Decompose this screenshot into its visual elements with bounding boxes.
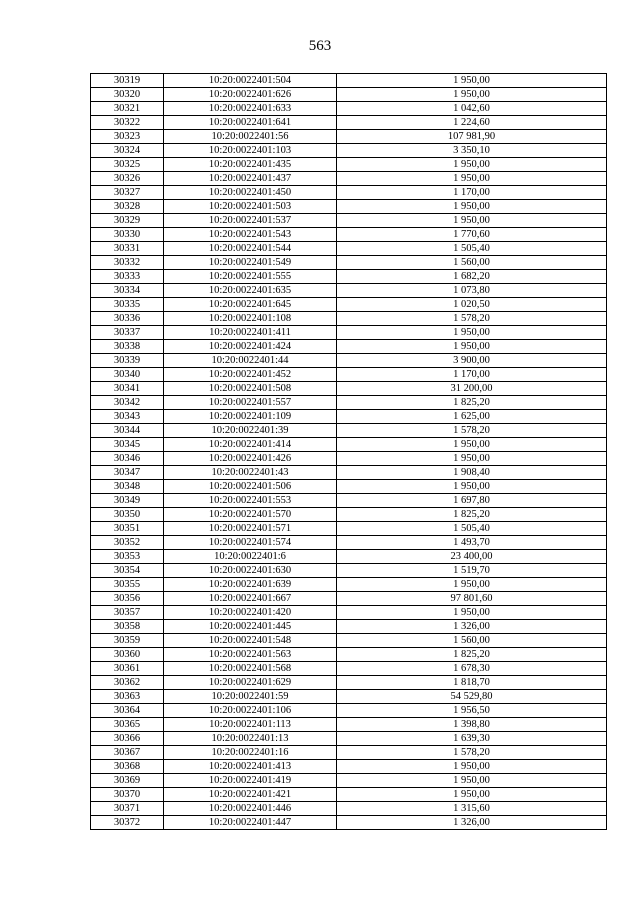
cadastral-number-cell: 10:20:0022401:506 bbox=[164, 480, 337, 494]
row-number-cell: 30355 bbox=[91, 578, 164, 592]
value-cell: 1 315,60 bbox=[337, 802, 607, 816]
row-number-cell: 30344 bbox=[91, 424, 164, 438]
cadastral-number-cell: 10:20:0022401:508 bbox=[164, 382, 337, 396]
row-number-cell: 30362 bbox=[91, 676, 164, 690]
value-cell: 1 505,40 bbox=[337, 522, 607, 536]
value-cell: 1 950,00 bbox=[337, 88, 607, 102]
cadastral-number-cell: 10:20:0022401:437 bbox=[164, 172, 337, 186]
value-cell: 1 560,00 bbox=[337, 256, 607, 270]
cadastral-number-cell: 10:20:0022401:447 bbox=[164, 816, 337, 830]
table-row bbox=[91, 774, 607, 788]
value-cell: 1 625,00 bbox=[337, 410, 607, 424]
table-row bbox=[91, 480, 607, 494]
cadastral-number-cell: 10:20:0022401:629 bbox=[164, 676, 337, 690]
table-row bbox=[91, 214, 607, 228]
value-cell: 1 950,00 bbox=[337, 158, 607, 172]
row-number-cell: 30329 bbox=[91, 214, 164, 228]
value-cell: 1 682,20 bbox=[337, 270, 607, 284]
table-row bbox=[91, 116, 607, 130]
table-row bbox=[91, 452, 607, 466]
table-row bbox=[91, 354, 607, 368]
row-number-cell: 30364 bbox=[91, 704, 164, 718]
value-cell: 1 578,20 bbox=[337, 312, 607, 326]
table-row bbox=[91, 396, 607, 410]
value-cell: 1 224,60 bbox=[337, 116, 607, 130]
table-row bbox=[91, 718, 607, 732]
cadastral-number-cell: 10:20:0022401:43 bbox=[164, 466, 337, 480]
value-cell: 1 956,50 bbox=[337, 704, 607, 718]
cadastral-number-cell: 10:20:0022401:555 bbox=[164, 270, 337, 284]
value-cell: 1 020,50 bbox=[337, 298, 607, 312]
value-cell: 1 950,00 bbox=[337, 326, 607, 340]
row-number-cell: 30322 bbox=[91, 116, 164, 130]
row-number-cell: 30330 bbox=[91, 228, 164, 242]
row-number-cell: 30358 bbox=[91, 620, 164, 634]
row-number-cell: 30334 bbox=[91, 284, 164, 298]
value-cell: 1 950,00 bbox=[337, 340, 607, 354]
row-number-cell: 30320 bbox=[91, 88, 164, 102]
table-row bbox=[91, 186, 607, 200]
cadastral-number-cell: 10:20:0022401:39 bbox=[164, 424, 337, 438]
table-row bbox=[91, 102, 607, 116]
value-cell: 1 170,00 bbox=[337, 368, 607, 382]
row-number-cell: 30319 bbox=[91, 74, 164, 88]
value-cell: 23 400,00 bbox=[337, 550, 607, 564]
cadastral-number-cell: 10:20:0022401:450 bbox=[164, 186, 337, 200]
cadastral-number-cell: 10:20:0022401:419 bbox=[164, 774, 337, 788]
cadastral-number-cell: 10:20:0022401:667 bbox=[164, 592, 337, 606]
row-number-cell: 30321 bbox=[91, 102, 164, 116]
row-number-cell: 30338 bbox=[91, 340, 164, 354]
row-number-cell: 30371 bbox=[91, 802, 164, 816]
value-cell: 1 950,00 bbox=[337, 774, 607, 788]
table-row bbox=[91, 228, 607, 242]
table-row bbox=[91, 564, 607, 578]
row-number-cell: 30361 bbox=[91, 662, 164, 676]
table-row bbox=[91, 144, 607, 158]
table-row bbox=[91, 592, 607, 606]
row-number-cell: 30368 bbox=[91, 760, 164, 774]
value-cell: 1 505,40 bbox=[337, 242, 607, 256]
table-row bbox=[91, 200, 607, 214]
table-row bbox=[91, 424, 607, 438]
row-number-cell: 30326 bbox=[91, 172, 164, 186]
row-number-cell: 30351 bbox=[91, 522, 164, 536]
value-cell: 1 950,00 bbox=[337, 200, 607, 214]
value-cell: 1 170,00 bbox=[337, 186, 607, 200]
cadastral-number-cell: 10:20:0022401:445 bbox=[164, 620, 337, 634]
row-number-cell: 30339 bbox=[91, 354, 164, 368]
cadastral-number-cell: 10:20:0022401:635 bbox=[164, 284, 337, 298]
table-row bbox=[91, 620, 607, 634]
value-cell: 1 398,80 bbox=[337, 718, 607, 732]
cadastral-number-cell: 10:20:0022401:553 bbox=[164, 494, 337, 508]
row-number-cell: 30340 bbox=[91, 368, 164, 382]
value-cell: 1 950,00 bbox=[337, 760, 607, 774]
table-row bbox=[91, 816, 607, 830]
cadastral-number-cell: 10:20:0022401:452 bbox=[164, 368, 337, 382]
value-cell: 1 908,40 bbox=[337, 466, 607, 480]
cadastral-number-cell: 10:20:0022401:16 bbox=[164, 746, 337, 760]
value-cell: 1 950,00 bbox=[337, 480, 607, 494]
cadastral-number-cell: 10:20:0022401:543 bbox=[164, 228, 337, 242]
value-cell: 1 326,00 bbox=[337, 620, 607, 634]
cadastral-number-cell: 10:20:0022401:421 bbox=[164, 788, 337, 802]
table-row bbox=[91, 746, 607, 760]
row-number-cell: 30327 bbox=[91, 186, 164, 200]
table-row bbox=[91, 704, 607, 718]
row-number-cell: 30353 bbox=[91, 550, 164, 564]
row-number-cell: 30360 bbox=[91, 648, 164, 662]
cadastral-number-cell: 10:20:0022401:563 bbox=[164, 648, 337, 662]
cadastral-number-cell: 10:20:0022401:424 bbox=[164, 340, 337, 354]
row-number-cell: 30331 bbox=[91, 242, 164, 256]
value-cell: 1 578,20 bbox=[337, 424, 607, 438]
cadastral-number-cell: 10:20:0022401:413 bbox=[164, 760, 337, 774]
value-cell: 1 493,70 bbox=[337, 536, 607, 550]
row-number-cell: 30342 bbox=[91, 396, 164, 410]
table-row bbox=[91, 74, 607, 88]
cadastral-number-cell: 10:20:0022401:435 bbox=[164, 158, 337, 172]
table-row bbox=[91, 802, 607, 816]
table-row bbox=[91, 634, 607, 648]
table-row bbox=[91, 690, 607, 704]
cadastral-number-cell: 10:20:0022401:549 bbox=[164, 256, 337, 270]
cadastral-number-cell: 10:20:0022401:503 bbox=[164, 200, 337, 214]
row-number-cell: 30337 bbox=[91, 326, 164, 340]
row-number-cell: 30347 bbox=[91, 466, 164, 480]
cadastral-number-cell: 10:20:0022401:630 bbox=[164, 564, 337, 578]
cadastral-number-cell: 10:20:0022401:504 bbox=[164, 74, 337, 88]
table-row bbox=[91, 326, 607, 340]
cadastral-number-cell: 10:20:0022401:103 bbox=[164, 144, 337, 158]
registry-table-body bbox=[91, 74, 607, 830]
value-cell: 1 519,70 bbox=[337, 564, 607, 578]
table-row bbox=[91, 298, 607, 312]
cadastral-number-cell: 10:20:0022401:56 bbox=[164, 130, 337, 144]
row-number-cell: 30341 bbox=[91, 382, 164, 396]
value-cell: 1 950,00 bbox=[337, 788, 607, 802]
cadastral-number-cell: 10:20:0022401:626 bbox=[164, 88, 337, 102]
value-cell: 1 825,20 bbox=[337, 648, 607, 662]
row-number-cell: 30323 bbox=[91, 130, 164, 144]
row-number-cell: 30336 bbox=[91, 312, 164, 326]
cadastral-number-cell: 10:20:0022401:537 bbox=[164, 214, 337, 228]
cadastral-number-cell: 10:20:0022401:570 bbox=[164, 508, 337, 522]
cadastral-number-cell: 10:20:0022401:645 bbox=[164, 298, 337, 312]
registry-table bbox=[90, 73, 607, 830]
value-cell: 54 529,80 bbox=[337, 690, 607, 704]
cadastral-number-cell: 10:20:0022401:6 bbox=[164, 550, 337, 564]
table-row bbox=[91, 172, 607, 186]
value-cell: 1 042,60 bbox=[337, 102, 607, 116]
value-cell: 1 825,20 bbox=[337, 508, 607, 522]
table-row bbox=[91, 256, 607, 270]
row-number-cell: 30367 bbox=[91, 746, 164, 760]
table-row bbox=[91, 270, 607, 284]
row-number-cell: 30324 bbox=[91, 144, 164, 158]
table-row bbox=[91, 368, 607, 382]
value-cell: 1 697,80 bbox=[337, 494, 607, 508]
table-row bbox=[91, 284, 607, 298]
cadastral-number-cell: 10:20:0022401:414 bbox=[164, 438, 337, 452]
table-row bbox=[91, 676, 607, 690]
table-row bbox=[91, 242, 607, 256]
value-cell: 1 950,00 bbox=[337, 74, 607, 88]
cadastral-number-cell: 10:20:0022401:548 bbox=[164, 634, 337, 648]
value-cell: 1 825,20 bbox=[337, 396, 607, 410]
table-row bbox=[91, 88, 607, 102]
cadastral-number-cell: 10:20:0022401:557 bbox=[164, 396, 337, 410]
row-number-cell: 30345 bbox=[91, 438, 164, 452]
table-row bbox=[91, 522, 607, 536]
cadastral-number-cell: 10:20:0022401:113 bbox=[164, 718, 337, 732]
value-cell: 1 770,60 bbox=[337, 228, 607, 242]
row-number-cell: 30357 bbox=[91, 606, 164, 620]
cadastral-number-cell: 10:20:0022401:426 bbox=[164, 452, 337, 466]
cadastral-number-cell: 10:20:0022401:59 bbox=[164, 690, 337, 704]
cadastral-number-cell: 10:20:0022401:633 bbox=[164, 102, 337, 116]
value-cell: 1 073,80 bbox=[337, 284, 607, 298]
row-number-cell: 30365 bbox=[91, 718, 164, 732]
value-cell: 1 950,00 bbox=[337, 578, 607, 592]
value-cell: 1 678,30 bbox=[337, 662, 607, 676]
page-number: 563 bbox=[308, 38, 332, 54]
row-number-cell: 30349 bbox=[91, 494, 164, 508]
table-row bbox=[91, 536, 607, 550]
value-cell: 1 950,00 bbox=[337, 438, 607, 452]
cadastral-number-cell: 10:20:0022401:420 bbox=[164, 606, 337, 620]
table-row bbox=[91, 788, 607, 802]
cadastral-number-cell: 10:20:0022401:641 bbox=[164, 116, 337, 130]
cadastral-number-cell: 10:20:0022401:106 bbox=[164, 704, 337, 718]
value-cell: 1 639,30 bbox=[337, 732, 607, 746]
table-row bbox=[91, 648, 607, 662]
row-number-cell: 30359 bbox=[91, 634, 164, 648]
table-row bbox=[91, 732, 607, 746]
row-number-cell: 30354 bbox=[91, 564, 164, 578]
row-number-cell: 30352 bbox=[91, 536, 164, 550]
value-cell: 1 950,00 bbox=[337, 606, 607, 620]
table-row bbox=[91, 550, 607, 564]
cadastral-number-cell: 10:20:0022401:568 bbox=[164, 662, 337, 676]
table-row bbox=[91, 466, 607, 480]
value-cell: 1 950,00 bbox=[337, 452, 607, 466]
value-cell: 1 326,00 bbox=[337, 816, 607, 830]
row-number-cell: 30366 bbox=[91, 732, 164, 746]
value-cell: 1 818,70 bbox=[337, 676, 607, 690]
cadastral-number-cell: 10:20:0022401:411 bbox=[164, 326, 337, 340]
row-number-cell: 30363 bbox=[91, 690, 164, 704]
table-row bbox=[91, 382, 607, 396]
table-row bbox=[91, 508, 607, 522]
cadastral-number-cell: 10:20:0022401:108 bbox=[164, 312, 337, 326]
table-row bbox=[91, 606, 607, 620]
table-row bbox=[91, 494, 607, 508]
row-number-cell: 30333 bbox=[91, 270, 164, 284]
cadastral-number-cell: 10:20:0022401:639 bbox=[164, 578, 337, 592]
value-cell: 3 350,10 bbox=[337, 144, 607, 158]
row-number-cell: 30343 bbox=[91, 410, 164, 424]
row-number-cell: 30332 bbox=[91, 256, 164, 270]
table-row bbox=[91, 662, 607, 676]
table-row bbox=[91, 340, 607, 354]
cadastral-number-cell: 10:20:0022401:571 bbox=[164, 522, 337, 536]
value-cell: 1 560,00 bbox=[337, 634, 607, 648]
value-cell: 1 950,00 bbox=[337, 214, 607, 228]
row-number-cell: 30335 bbox=[91, 298, 164, 312]
value-cell: 31 200,00 bbox=[337, 382, 607, 396]
table-row bbox=[91, 760, 607, 774]
table-row bbox=[91, 130, 607, 144]
row-number-cell: 30350 bbox=[91, 508, 164, 522]
table-row bbox=[91, 312, 607, 326]
value-cell: 107 981,90 bbox=[337, 130, 607, 144]
row-number-cell: 30369 bbox=[91, 774, 164, 788]
cadastral-number-cell: 10:20:0022401:109 bbox=[164, 410, 337, 424]
cadastral-number-cell: 10:20:0022401:446 bbox=[164, 802, 337, 816]
row-number-cell: 30346 bbox=[91, 452, 164, 466]
row-number-cell: 30372 bbox=[91, 816, 164, 830]
value-cell: 3 900,00 bbox=[337, 354, 607, 368]
row-number-cell: 30370 bbox=[91, 788, 164, 802]
row-number-cell: 30325 bbox=[91, 158, 164, 172]
table-row bbox=[91, 410, 607, 424]
table-row bbox=[91, 438, 607, 452]
value-cell: 97 801,60 bbox=[337, 592, 607, 606]
cadastral-number-cell: 10:20:0022401:44 bbox=[164, 354, 337, 368]
row-number-cell: 30328 bbox=[91, 200, 164, 214]
table-row bbox=[91, 158, 607, 172]
table-row bbox=[91, 578, 607, 592]
value-cell: 1 950,00 bbox=[337, 172, 607, 186]
row-number-cell: 30348 bbox=[91, 480, 164, 494]
cadastral-number-cell: 10:20:0022401:13 bbox=[164, 732, 337, 746]
value-cell: 1 578,20 bbox=[337, 746, 607, 760]
cadastral-number-cell: 10:20:0022401:574 bbox=[164, 536, 337, 550]
row-number-cell: 30356 bbox=[91, 592, 164, 606]
cadastral-number-cell: 10:20:0022401:544 bbox=[164, 242, 337, 256]
